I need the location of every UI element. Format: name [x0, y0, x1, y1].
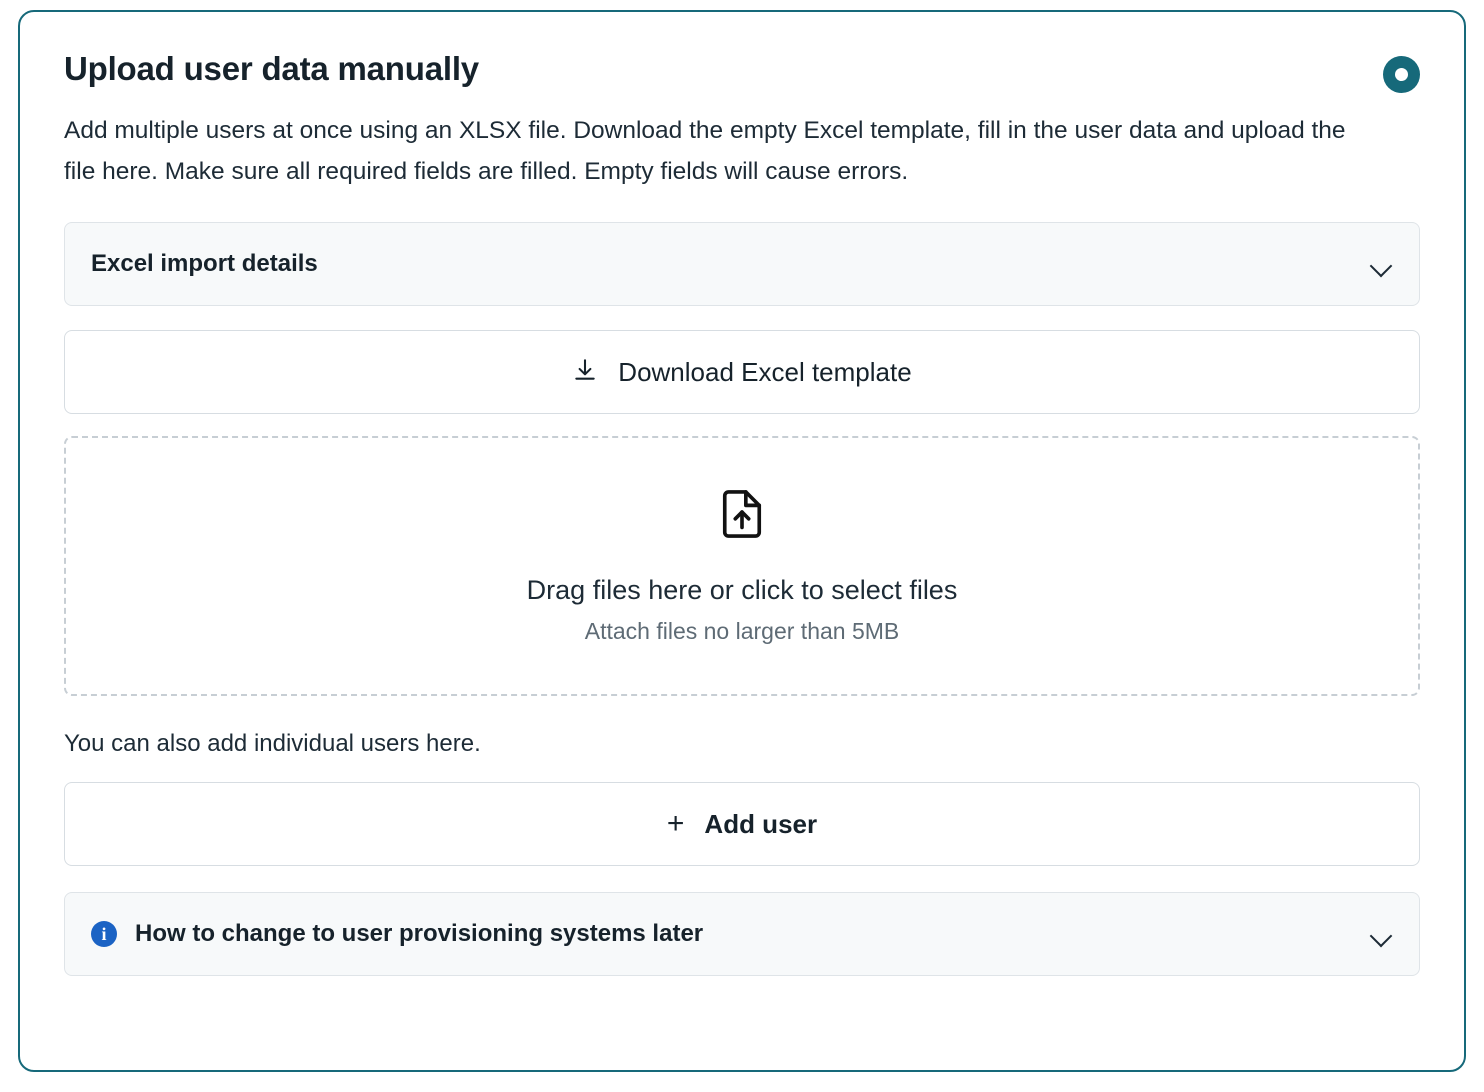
add-user-label: Add user	[704, 808, 818, 839]
dropzone-primary-text: Drag files here or click to select files	[526, 574, 958, 605]
add-individual-users-helper: You can also add individual users here.	[64, 730, 481, 758]
provisioning-info-accordion[interactable]	[64, 892, 1420, 976]
radio-selected-icon[interactable]	[1383, 56, 1420, 93]
info-label: How to change to user provisioning systems later	[135, 920, 704, 948]
page-title: Upload user data manually	[64, 50, 479, 87]
card-header	[50, 42, 1434, 100]
upload-user-data-card	[18, 10, 1466, 1072]
file-dropzone[interactable]	[64, 436, 1420, 696]
card-description: Add multiple users at once using an XLSX file. Download the empty Excel template, fill in the user data and upload the file here. Make sure all required fields are filled. Empty fields will cause errors.	[64, 117, 1346, 186]
download-button-label: Download Excel template	[618, 356, 912, 387]
download-excel-template-button[interactable]	[64, 330, 1420, 414]
info-icon: i	[91, 921, 117, 947]
download-icon	[572, 357, 598, 388]
excel-import-details-accordion[interactable]	[64, 222, 1420, 306]
accordion-left	[91, 250, 318, 278]
file-upload-icon	[719, 488, 765, 545]
info-left	[91, 920, 703, 948]
chevron-down-icon	[1371, 258, 1393, 271]
chevron-down-icon	[1371, 928, 1393, 941]
add-user-button[interactable]	[64, 782, 1420, 866]
plus-icon: +	[666, 807, 685, 841]
accordion-label: Excel import details	[91, 250, 318, 278]
dropzone-secondary-text: Attach files no larger than 5MB	[584, 617, 900, 644]
radio-dot	[1395, 68, 1408, 81]
